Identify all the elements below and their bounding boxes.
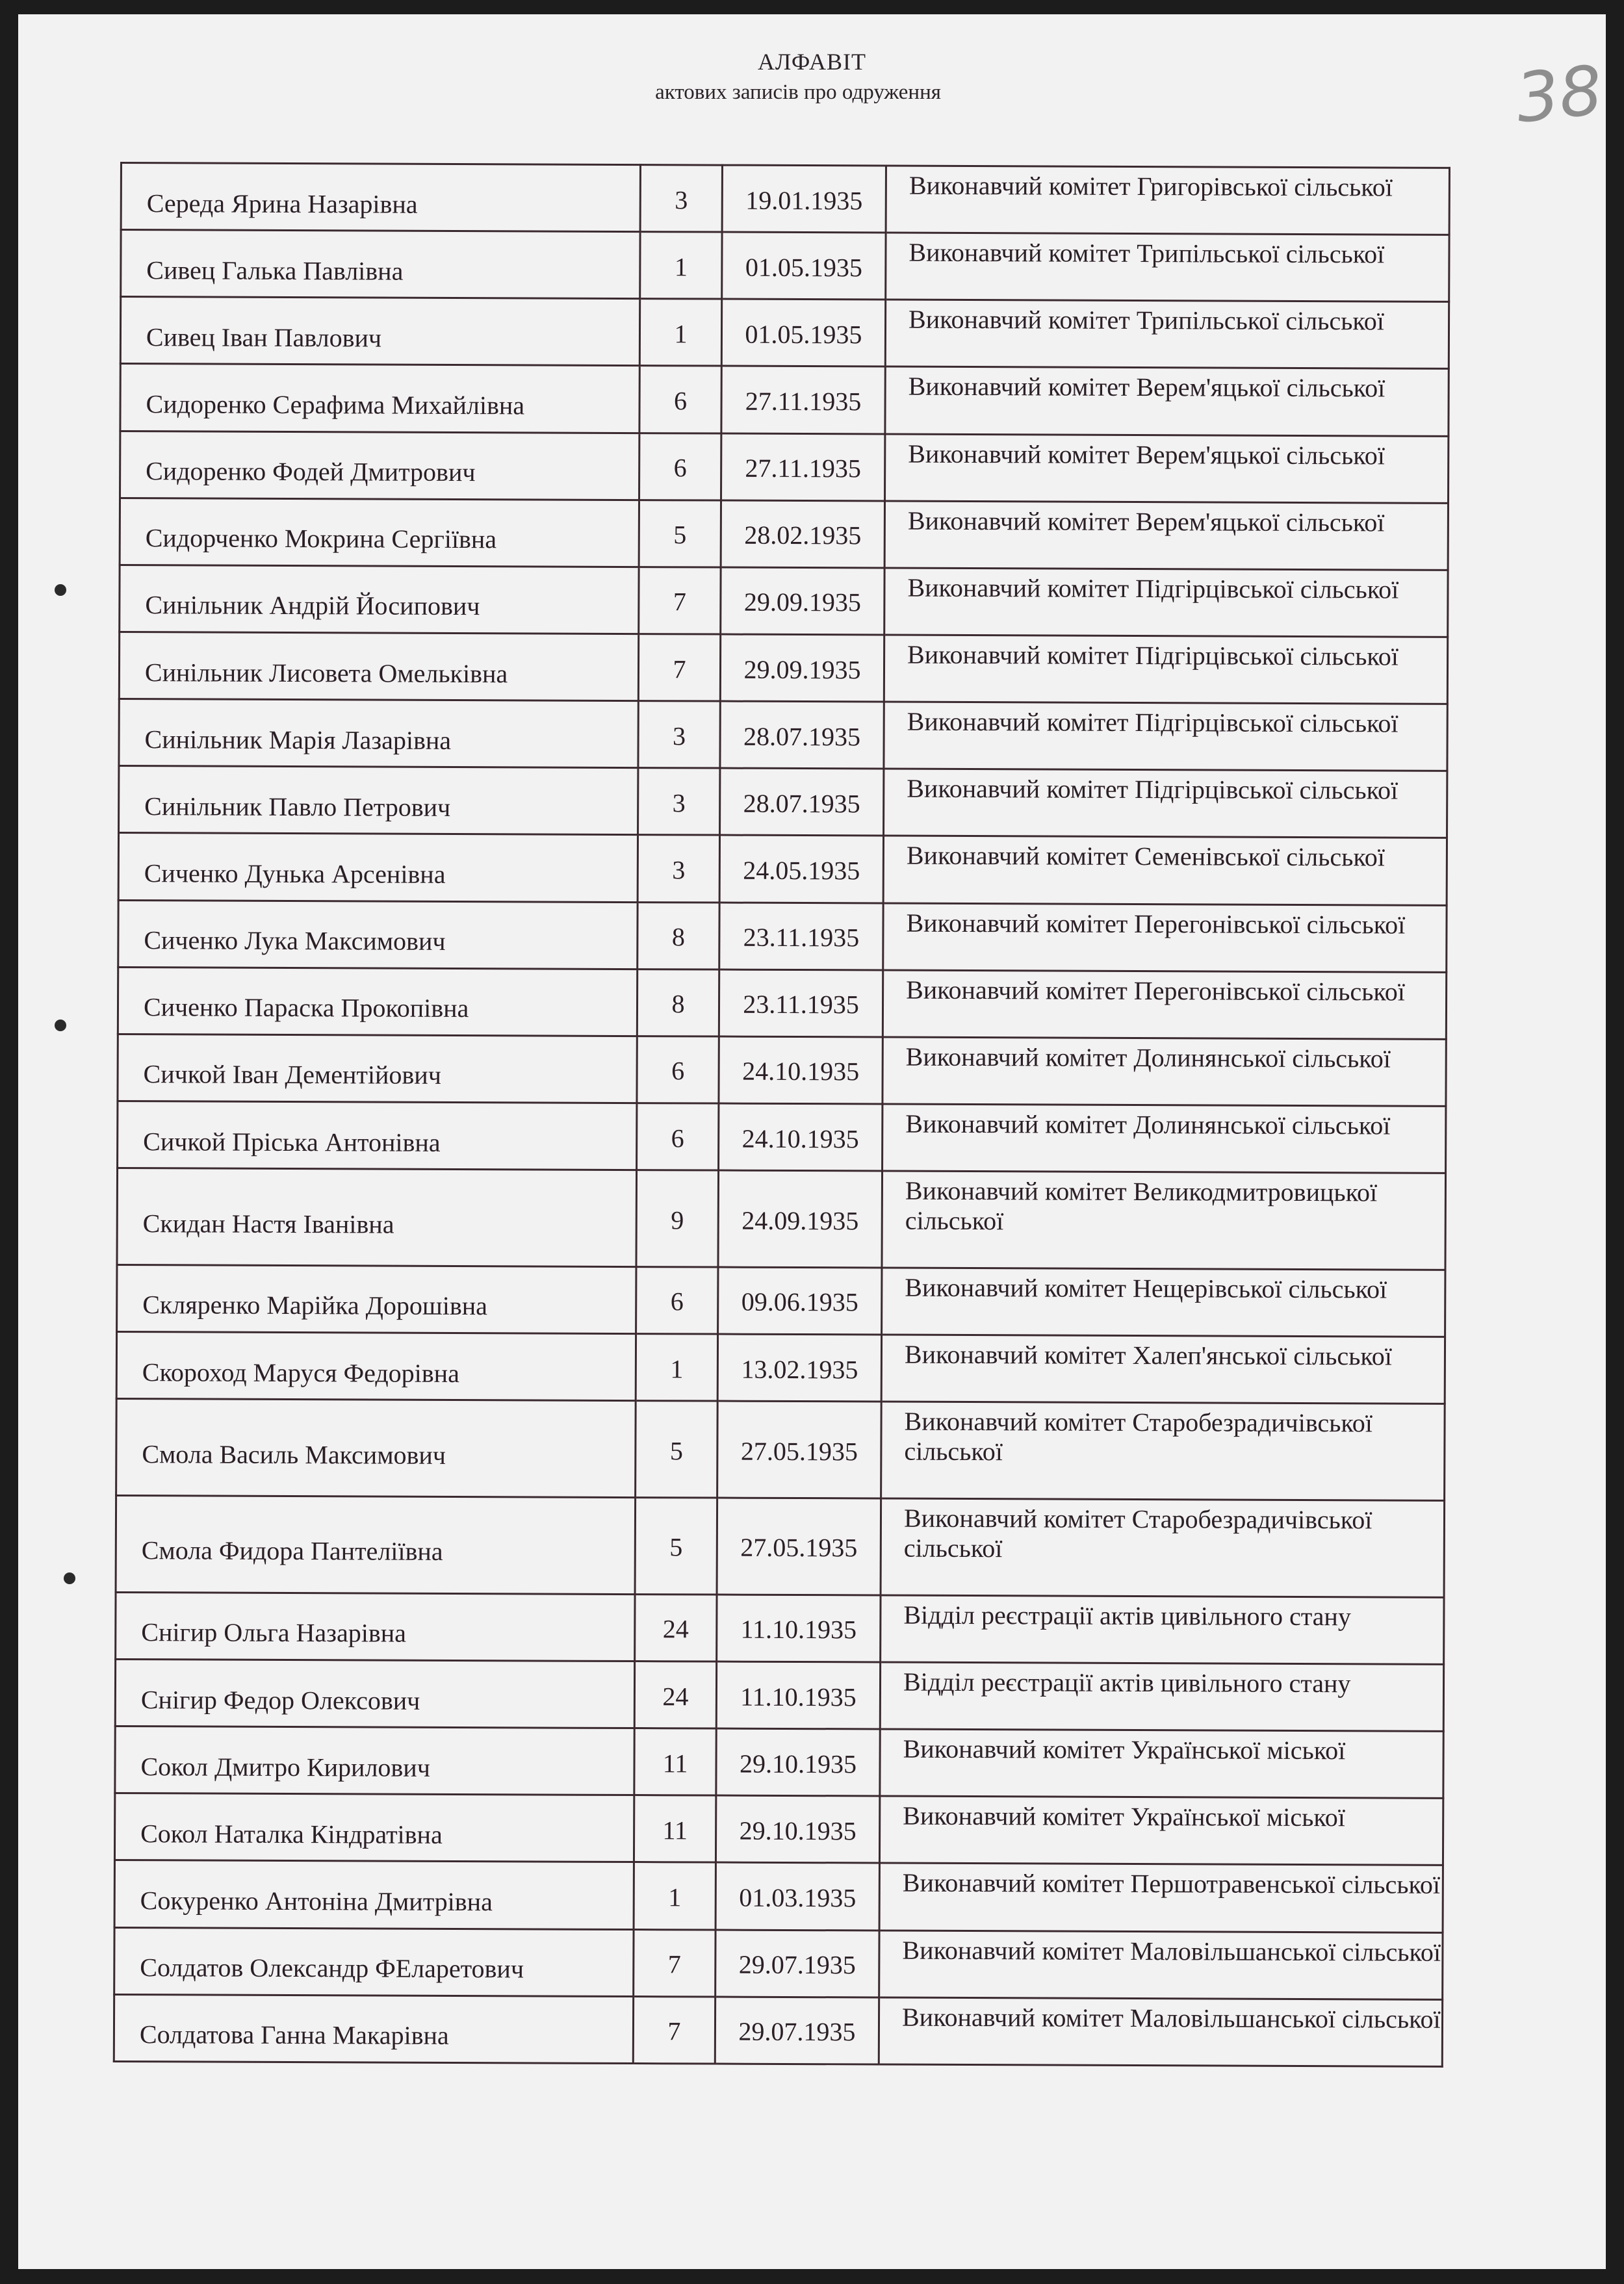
table-row	[119, 766, 1447, 838]
record-date: 28.07.1935	[720, 768, 884, 836]
person-name: Сокуренко Антоніна Дмитрівна	[114, 1860, 634, 1929]
person-name: Сивец Іван Павлович	[120, 297, 639, 366]
record-number: 24	[634, 1662, 716, 1729]
record-date: 29.07.1935	[715, 1930, 879, 1997]
table-row	[115, 1726, 1443, 1799]
person-name: Скидан Настя Іванівна	[117, 1168, 637, 1267]
record-number: 7	[639, 567, 721, 634]
registry-office: Виконавчий комітет Верем'яцької сільської	[884, 501, 1448, 570]
table-row	[120, 364, 1449, 436]
record-date: 29.10.1935	[716, 1728, 880, 1796]
person-name: Сичкой Пріська Антонівна	[118, 1101, 637, 1170]
record-number: 1	[640, 232, 722, 300]
table-row	[116, 1592, 1444, 1664]
record-number: 8	[638, 902, 719, 969]
record-date: 27.11.1935	[721, 433, 885, 501]
registry-office: Відділ реєстрації актів цивільного стану	[880, 1662, 1443, 1731]
punch-hole	[55, 584, 66, 596]
record-date: 24.10.1935	[719, 1036, 883, 1104]
record-date: 29.07.1935	[715, 1997, 879, 2064]
registry-office: Виконавчий комітет Верем'яцької сільської	[885, 366, 1449, 435]
person-name: Синільник Павло Петрович	[119, 766, 638, 835]
record-date: 24.09.1935	[718, 1170, 883, 1268]
record-number: 11	[634, 1795, 715, 1863]
registry-office: Виконавчий комітет Халеп'янської сільської	[881, 1335, 1445, 1404]
registry-office: Виконавчий комітет Трипільської сільської	[886, 233, 1449, 302]
registry-office: Виконавчий комітет Маловільшанської сільської	[879, 1997, 1442, 2067]
page-number: 38	[1512, 50, 1606, 138]
record-number: 3	[638, 835, 719, 903]
person-name: Скороход Маруся Федорівна	[116, 1332, 636, 1401]
record-date: 09.06.1935	[718, 1267, 882, 1335]
table-row	[120, 431, 1449, 503]
record-number: 6	[639, 433, 721, 500]
record-number: 1	[639, 299, 721, 366]
record-date: 24.05.1935	[719, 835, 883, 903]
table-row	[121, 163, 1449, 235]
record-date: 29.09.1935	[720, 634, 884, 702]
registry-office: Виконавчий комітет Нещерівської сільської	[882, 1268, 1445, 1337]
table-row	[114, 1860, 1443, 1932]
record-date: 01.05.1935	[722, 232, 886, 300]
registry-office: Виконавчий комітет Долинянської сільської	[883, 1104, 1446, 1173]
registry-office: Виконавчий комітет Підгірцівської сільської	[884, 769, 1447, 838]
record-number: 11	[634, 1728, 716, 1796]
record-date: 19.01.1935	[722, 165, 886, 233]
table-row	[116, 1496, 1445, 1598]
registry-office: Виконавчий комітет Великодмитровицької сільської	[882, 1171, 1446, 1270]
registry-office: Виконавчий комітет Перегонівської сільської	[883, 970, 1446, 1039]
table-row	[116, 1332, 1445, 1404]
registry-office: Відділ реєстрації актів цивільного стану	[881, 1595, 1444, 1664]
punch-hole	[64, 1572, 75, 1584]
table-row	[118, 1034, 1446, 1106]
table-row	[114, 1994, 1442, 2066]
person-name: Сидоренко Серафима Михайлівна	[120, 364, 639, 433]
record-number: 3	[638, 768, 720, 836]
person-name: Сиченко Параска Прокопівна	[118, 967, 637, 1036]
record-date: 23.11.1935	[719, 969, 883, 1037]
table-row	[118, 833, 1447, 905]
person-name: Сокол Наталка Кіндратівна	[114, 1793, 634, 1862]
registry-office: Виконавчий комітет Трипільської сільської	[885, 300, 1449, 368]
table-row	[120, 297, 1449, 369]
registry-office: Виконавчий комітет Верем'яцької сільської	[885, 434, 1449, 503]
table-row	[121, 230, 1449, 302]
person-name: Солдатова Ганна Макарівна	[114, 1994, 633, 2063]
person-name: Сидорченко Мокрина Сергіївна	[120, 498, 639, 567]
registry-office: Виконавчий комітет Старобезрадичівської сільської	[881, 1402, 1445, 1500]
record-date: 01.03.1935	[715, 1862, 879, 1930]
marriage-records-table	[113, 162, 1450, 2068]
record-number: 7	[633, 1996, 715, 2064]
document-title: АЛФАВІТ	[757, 49, 867, 75]
record-number: 1	[636, 1334, 717, 1402]
person-name: Синільник Лисовета Омельківна	[119, 632, 638, 700]
registry-office: Виконавчий комітет Підгірцівської сільської	[884, 635, 1447, 704]
record-date: 23.11.1935	[719, 903, 883, 970]
record-date: 11.10.1935	[717, 1595, 881, 1662]
document-page	[18, 14, 1606, 2269]
registry-office: Виконавчий комітет Старобезрадичівської сільської	[881, 1498, 1445, 1597]
document-subtitle: актових записів про одруження	[655, 81, 941, 104]
table-row	[114, 1927, 1443, 1999]
person-name: Смола Фидора Пантеліївна	[116, 1496, 636, 1595]
record-number: 7	[634, 1929, 715, 1997]
table-row	[118, 900, 1447, 972]
record-date: 01.05.1935	[721, 299, 885, 366]
record-number: 24	[635, 1594, 717, 1662]
table-row	[117, 1168, 1446, 1270]
table-body	[114, 163, 1449, 2067]
person-name: Снігир Федор Олексович	[115, 1659, 634, 1728]
record-number: 5	[639, 500, 721, 567]
table-row	[117, 1264, 1445, 1337]
table-row	[114, 1793, 1443, 1866]
person-name: Солдатов Олександр ФЕларетович	[114, 1927, 634, 1996]
registry-office: Виконавчий комітет Підгірцівської сільської	[884, 702, 1447, 771]
record-number: 5	[635, 1498, 717, 1595]
table-row	[120, 565, 1448, 637]
record-date: 29.10.1935	[715, 1795, 879, 1863]
registry-office: Виконавчий комітет Підгірцівської сільської	[884, 568, 1448, 637]
registry-office: Виконавчий комітет Семенівської сільської	[883, 836, 1447, 905]
record-date: 27.05.1935	[717, 1401, 882, 1498]
record-number: 3	[640, 165, 722, 233]
registry-office: Виконавчий комітет Перегонівської сільської	[883, 903, 1447, 972]
table-row	[119, 632, 1447, 704]
registry-office: Виконавчий комітет Української міської	[880, 1729, 1443, 1798]
registry-office: Виконавчий комітет Першотравенської сільської	[879, 1863, 1443, 1932]
person-name: Сокол Дмитро Кирилович	[115, 1726, 634, 1795]
record-number: 5	[636, 1401, 718, 1498]
person-name: Сиченко Дунька Арсенівна	[118, 833, 638, 902]
person-name: Сиченко Лука Максимович	[118, 900, 638, 969]
record-number: 1	[634, 1862, 715, 1930]
record-date: 27.05.1935	[717, 1498, 881, 1595]
record-date: 24.10.1935	[719, 1103, 883, 1171]
record-number: 6	[636, 1266, 718, 1334]
record-number: 7	[638, 634, 720, 702]
person-name: Скляренко Марійка Дорошівна	[117, 1264, 636, 1333]
person-name: Сидоренко Фодей Дмитрович	[120, 431, 639, 500]
record-number: 6	[639, 366, 721, 433]
person-name: Снігир Ольга Назарівна	[116, 1592, 635, 1661]
table-row	[115, 1659, 1443, 1731]
record-date: 13.02.1935	[717, 1334, 881, 1402]
record-number: 9	[636, 1170, 719, 1267]
registry-office: Виконавчий комітет Маловільшанської сільської	[879, 1931, 1443, 1999]
record-number: 6	[637, 1103, 719, 1171]
registry-office: Виконавчий комітет Української міської	[879, 1796, 1443, 1865]
record-date: 29.09.1935	[721, 567, 884, 635]
person-name: Смола Василь Максимович	[116, 1399, 636, 1498]
table-row	[118, 1101, 1446, 1173]
record-date: 28.07.1935	[720, 701, 884, 769]
record-date: 27.11.1935	[721, 366, 885, 433]
person-name: Синільник Марія Лазарівна	[119, 699, 638, 768]
record-number: 8	[637, 969, 719, 1036]
table-row	[118, 967, 1446, 1039]
person-name: Сичкой Іван Дементійович	[118, 1034, 637, 1103]
registry-office: Виконавчий комітет Долинянської сільської	[883, 1037, 1446, 1106]
table-row	[119, 699, 1447, 771]
record-date: 11.10.1935	[716, 1662, 880, 1729]
table-row	[120, 498, 1448, 570]
person-name: Сивец Галька Павлівна	[121, 230, 640, 299]
punch-hole	[55, 1020, 66, 1031]
record-number: 6	[637, 1036, 719, 1103]
registry-office: Виконавчий комітет Григорівської сільської	[886, 166, 1449, 235]
record-number: 3	[638, 701, 720, 769]
person-name: Середа Ярина Назарівна	[121, 163, 640, 232]
table-row	[116, 1399, 1445, 1501]
record-date: 28.02.1935	[721, 500, 884, 568]
person-name: Синільник Андрій Йосипович	[120, 565, 639, 634]
